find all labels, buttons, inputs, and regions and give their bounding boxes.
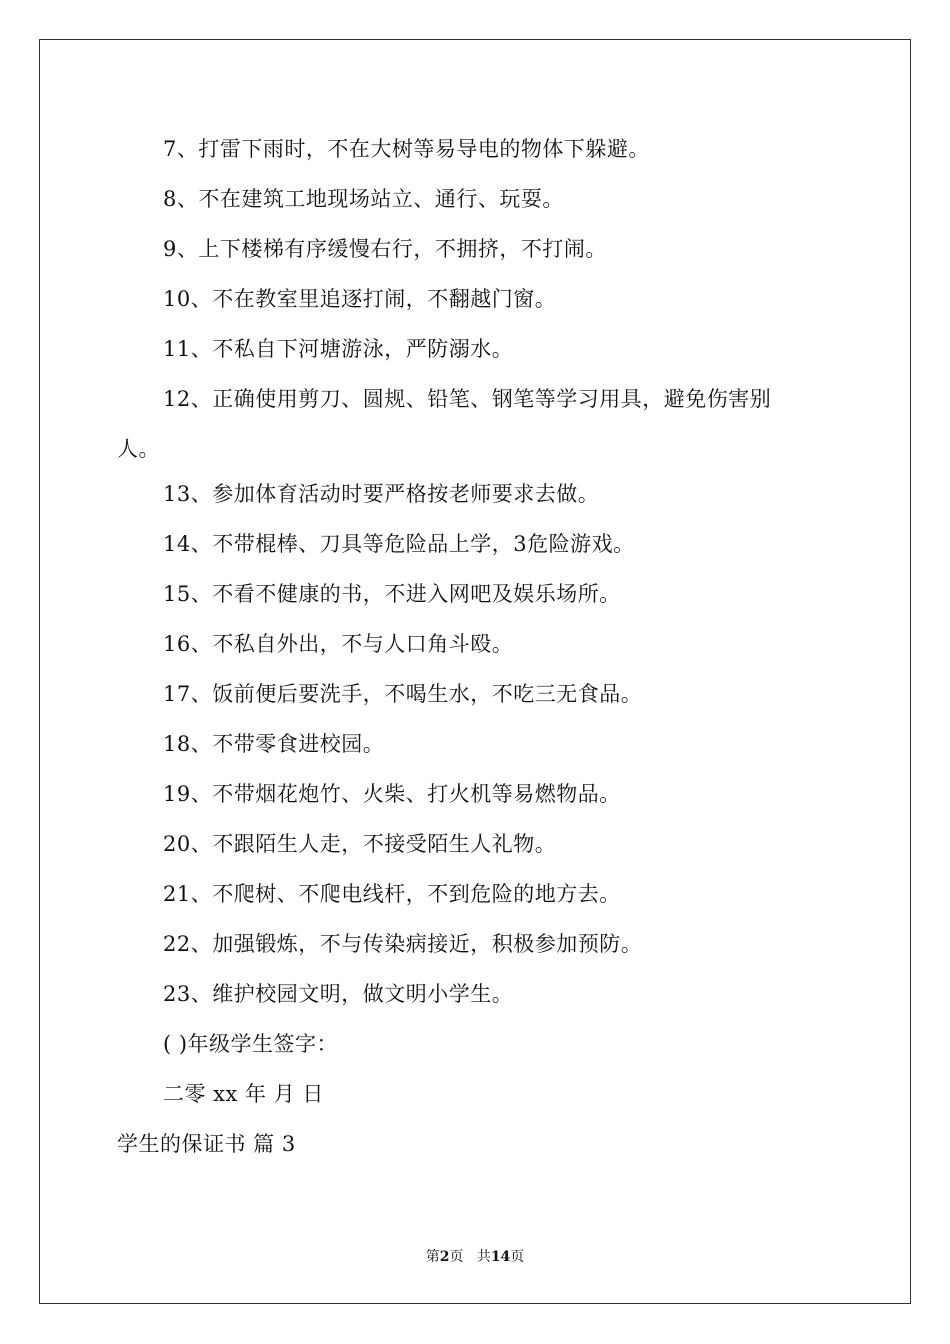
signature-line: ( )年级学生签字： (163, 1032, 339, 1056)
total-suffix: 页 (510, 1249, 525, 1265)
total-pages: 14 (490, 1249, 511, 1265)
page-suffix: 页 (449, 1249, 464, 1265)
list-item-continuation: 人。 (117, 437, 160, 461)
list-item: 16、不私自外出，不与人口角斗殴。 (163, 632, 514, 656)
list-item: 13、参加体育活动时要严格按老师要求去做。 (163, 482, 600, 506)
list-item: 18、不带零食进校园。 (163, 732, 385, 756)
list-item: 10、不在教室里追逐打闹，不翻越门窗。 (163, 287, 557, 311)
page-footer (0, 1246, 950, 1266)
list-item: 15、不看不健康的书，不进入网吧及娱乐场所。 (163, 582, 621, 606)
list-item: 9、上下楼梯有序缓慢右行，不拥挤，不打闹。 (163, 237, 607, 261)
total-prefix: 共 (476, 1249, 491, 1265)
page-prefix: 第 (425, 1249, 440, 1265)
section-heading: 学生的保证书 篇 3 (117, 1132, 296, 1156)
page-number: 2 (439, 1249, 450, 1265)
list-item: 22、加强锻炼，不与传染病接近，积极参加预防。 (163, 932, 643, 956)
list-item: 20、不跟陌生人走，不接受陌生人礼物。 (163, 832, 557, 856)
list-item: 21、不爬树、不爬电线杆，不到危险的地方去。 (163, 882, 621, 906)
list-item: 11、不私自下河塘游泳，严防溺水。 (163, 337, 514, 361)
list-item: 23、维护校园文明，做文明小学生。 (163, 982, 514, 1006)
list-item: 8、不在建筑工地现场站立、通行、玩耍。 (163, 187, 564, 211)
list-item: 14、不带棍棒、刀具等危险品上学，3危险游戏。 (163, 532, 635, 556)
list-item: 7、打雷下雨时，不在大树等易导电的物体下躲避。 (163, 137, 650, 161)
document-body (117, 128, 837, 1173)
list-item: 19、不带烟花炮竹、火柴、打火机等易燃物品。 (163, 782, 621, 806)
list-item: 12、正确使用剪刀、圆规、铅笔、钢笔等学习用具，避免伤害别 (163, 387, 772, 411)
list-item: 17、饭前便后要洗手，不喝生水，不吃三无食品。 (163, 682, 643, 706)
date-line: 二零 xx 年 月 日 (163, 1082, 324, 1106)
